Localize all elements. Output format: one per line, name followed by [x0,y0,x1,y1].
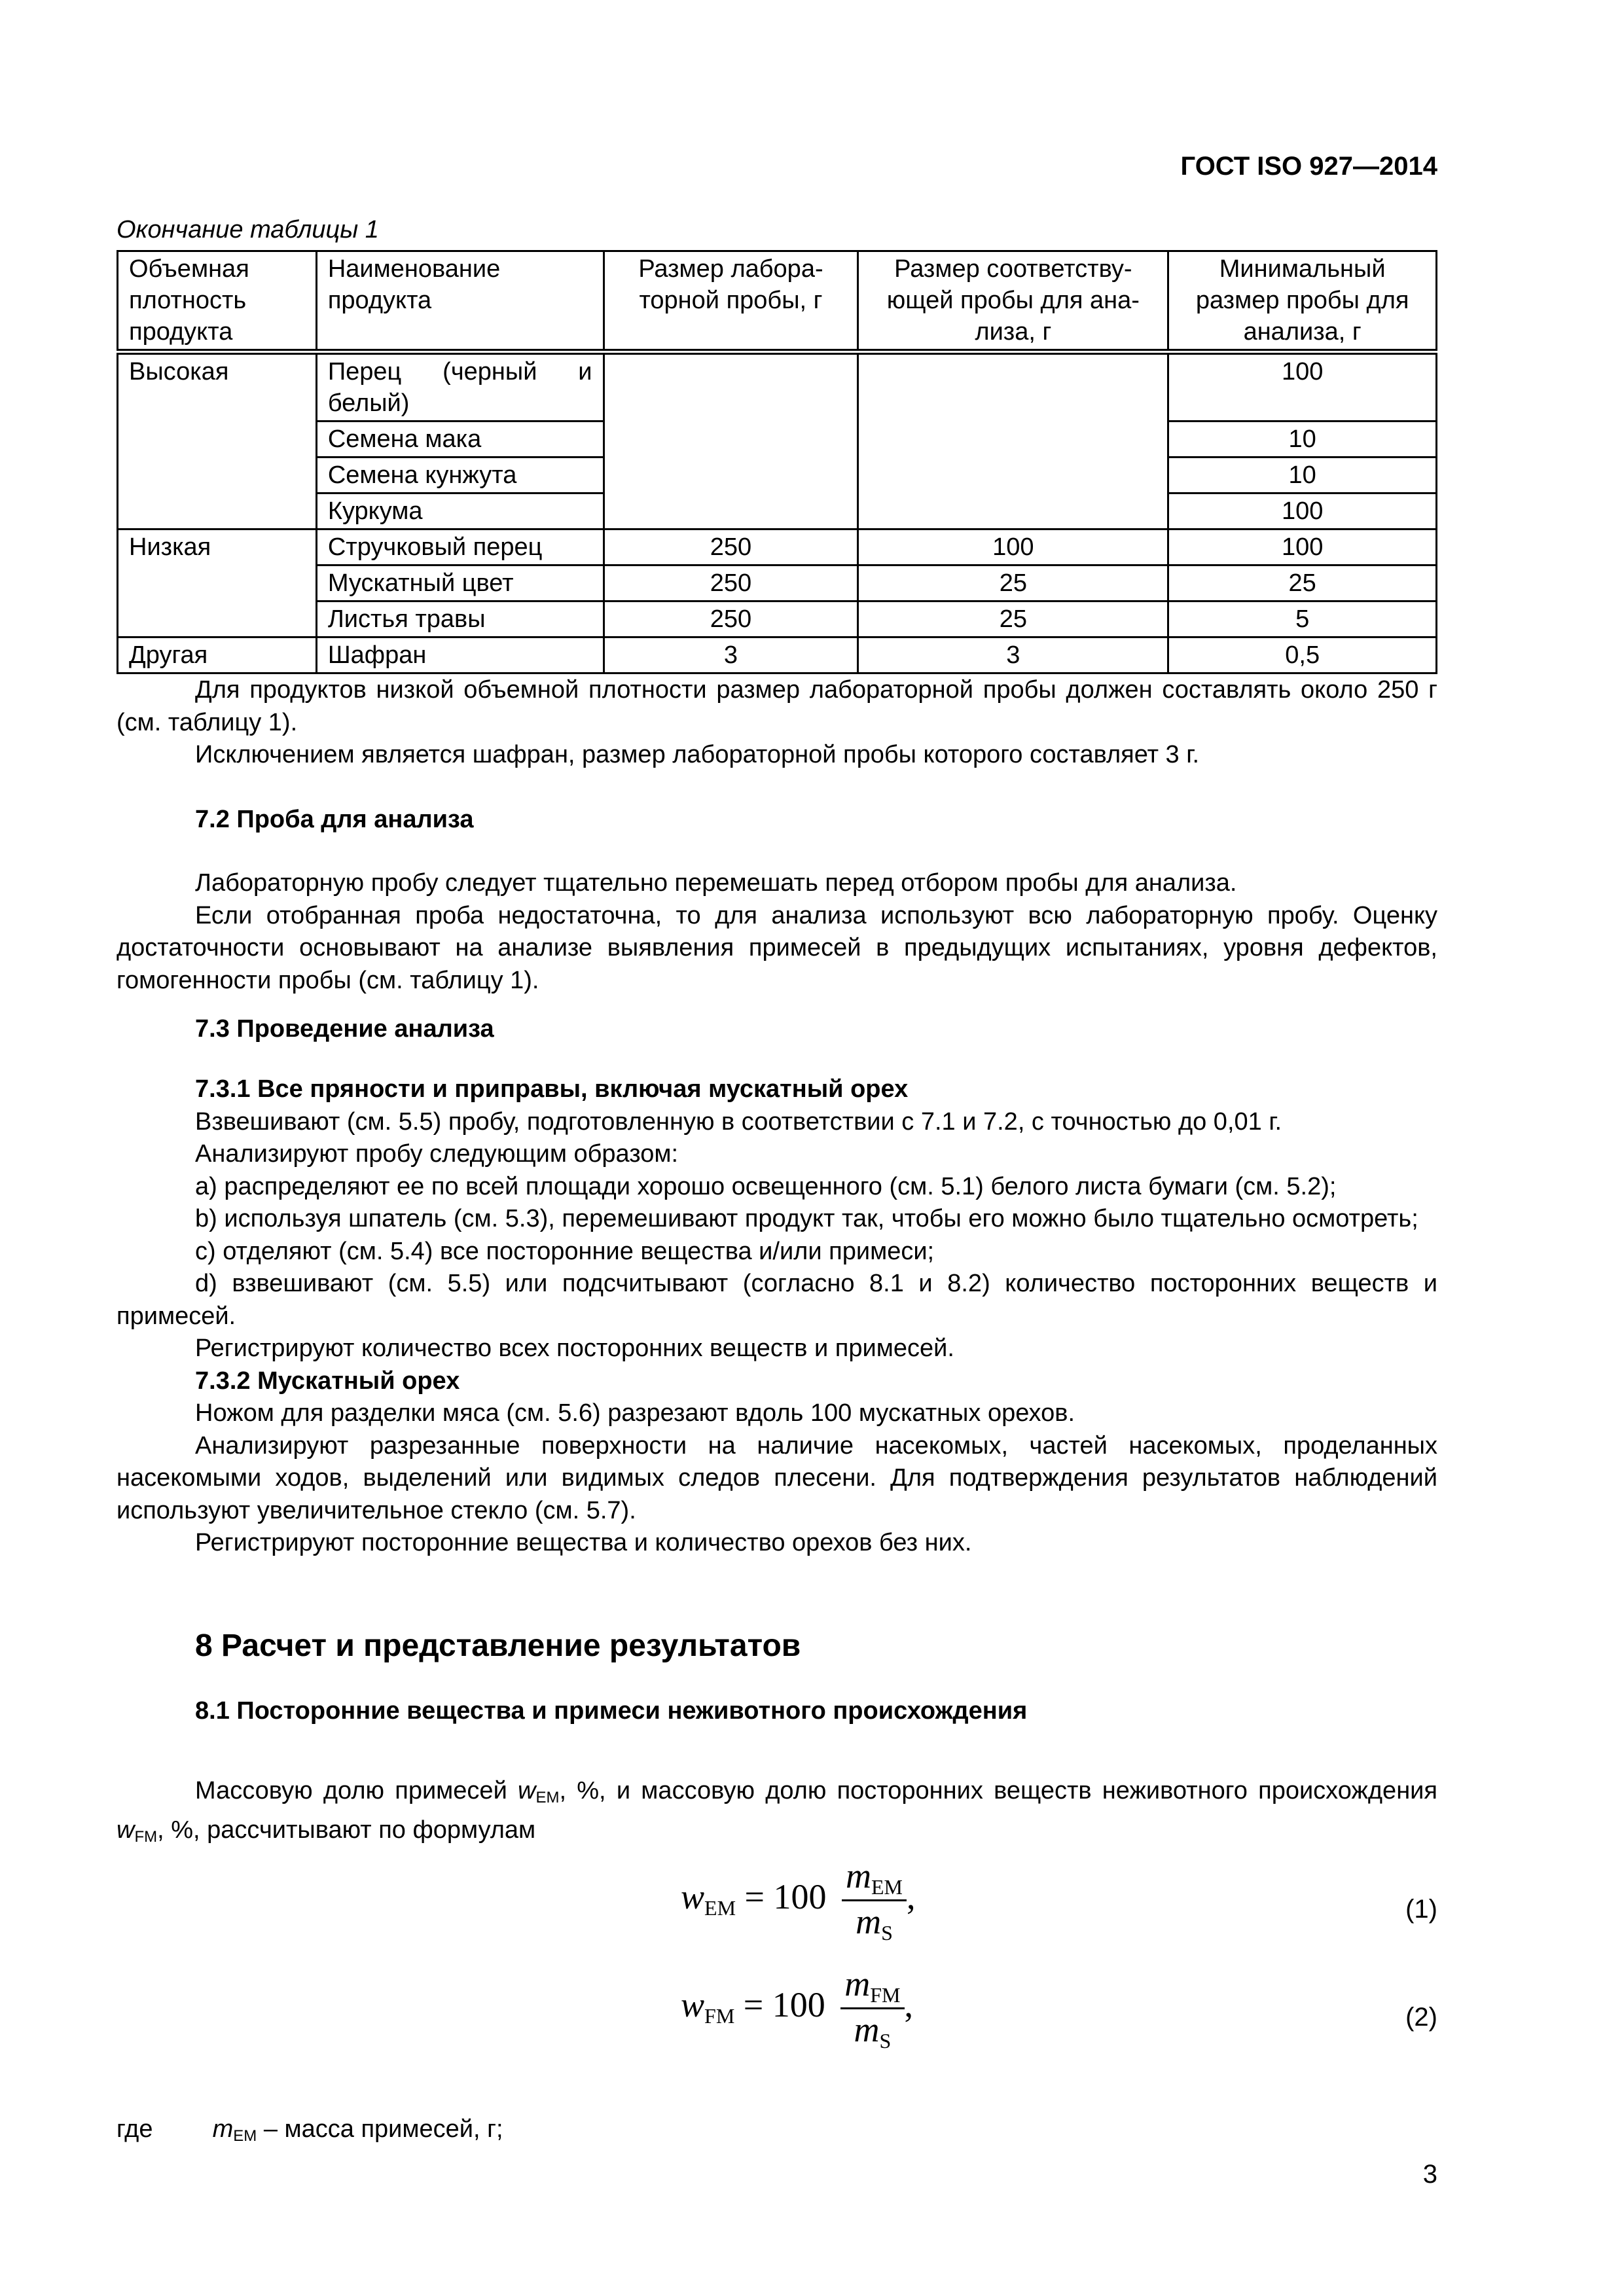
paragraph: Для продуктов низкой объемной плотности размер лабораторной пробы должен составлять около 250 г (см. таблицу 1). [117,676,1437,736]
paragraph: Регистрируют количество всех посторонних веществ и примесей. [195,1335,954,1362]
paragraph [117,1775,1437,1853]
formula-lhs: w [681,1876,705,1916]
equation-number-2: (2) [1405,2003,1437,2032]
section-7-2 [117,804,1437,836]
section-7-2-body [117,867,1437,997]
lab-sample-cell: 3 [604,637,858,673]
list-item-c: c) отделяют (см. 5.4) все посторонние вещества и/или примеси; [195,1237,935,1265]
formula-tail: , [907,1876,916,1916]
table-row [118,352,1437,422]
section-7-3-1 [117,1073,1437,1560]
density-cell: Низкая [118,529,317,637]
product-cell: Семена кунжута [316,457,604,493]
lab-sample-cell: 250 [604,601,858,637]
column-header-density: Объемная плотность продукта [118,251,317,352]
lab-sample-cell: 250 [604,529,858,565]
paragraph: Лабораторную пробу следует тщательно перемешать перед отбором пробы для анализа. [195,869,1237,897]
min-sample-cell: 0,5 [1168,637,1437,673]
paragraph: Ножом для разделки мяса (см. 5.6) разрезают вдоль 100 мускатных орехов. [195,1399,1075,1427]
formula-var: m [846,1856,871,1895]
product-cell: Куркума [316,493,604,529]
test-sample-cell: 3 [858,637,1168,673]
section-heading: 7.2 Проба для анализа [195,806,474,833]
denominator [840,2009,904,2053]
text-run: Массовую долю примесей [195,1777,518,1804]
product-cell: Шафран [316,637,604,673]
formula-subscript: EM [871,1875,903,1899]
lab-sample-cell [604,352,858,529]
page-number: 3 [1422,2160,1437,2189]
paragraph: Исключением является шафран, размер лабораторной пробы которого составляет 3 г. [195,741,1200,768]
variable: m [212,2115,234,2143]
density-cell: Высокая [118,352,317,529]
min-sample-cell: 100 [1168,529,1437,565]
product-cell: Семена мака [316,422,604,457]
test-sample-cell [858,352,1168,529]
paragraph: Анализируют пробу следующим образом: [195,1140,679,1168]
fraction [842,1856,907,1945]
paragraph: Анализируют разрезанные поверхности на наличие насекомых, частей насекомых, проделанных насекомыми ходов, выделений или видимых следов плесени. Для подтверждения результатов наблюдений используют увеличительное стекло (см. 5.7). [117,1431,1437,1524]
formula-var: m [854,2010,880,2049]
column-header-min-sample: Минимальный размер пробы для анализа, г [1168,251,1437,352]
formula-2 [681,1964,913,2053]
list-item-d: d) взвешивают (см. 5.5) или подсчитывают (согласно 8.1 и 8.2) количество посторонних веществ и примесей. [117,1270,1437,1330]
test-sample-cell: 100 [858,529,1168,565]
product-cell: Перец (черный и белый) [316,352,604,422]
min-sample-cell: 10 [1168,422,1437,457]
section-8-1 [117,1695,1437,1728]
table-header-row [118,251,1437,352]
paragraph: Взвешивают (см. 5.5) пробу, подготовленную в соответствии с 7.1 и 7.2, с точностью до 0,01 г. [195,1107,1282,1136]
column-header-product: Наименование продукта [316,251,604,352]
min-sample-cell: 25 [1168,565,1437,601]
subsection-heading: 7.3.1 Все пряности и приправы, включая мускатный орех [195,1075,909,1103]
section-heading: 7.3 Проведение анализа [195,1015,494,1043]
min-sample-cell: 100 [1168,493,1437,529]
where-label: где [117,2115,153,2143]
definition-text: – масса примесей, г; [263,2115,503,2143]
table-row [118,637,1437,673]
formula-var: m [844,1964,871,2003]
subsection-heading: 7.3.2 Мускатный орех [195,1367,460,1395]
min-sample-cell: 10 [1168,457,1437,493]
table-caption: Окончание таблицы 1 [117,216,379,243]
subscript: EM [233,2127,257,2145]
formula-coefficient: = 100 [743,1984,825,2024]
test-sample-cell: 25 [858,601,1168,637]
denominator [842,1901,907,1945]
numerator [842,1856,907,1901]
product-cell: Мускатный цвет [316,565,604,601]
variable: w [518,1777,536,1804]
min-sample-cell: 100 [1168,352,1437,422]
table-row [118,529,1437,565]
formula-tail: , [904,1984,913,2024]
formula-subscript: FM [870,1983,901,2007]
formula-var: m [856,1902,882,1941]
list-item-b: b) используя шпатель (см. 5.3), перемешивают продукт так, чтобы его можно было тщательно осмотреть; [195,1205,1418,1232]
section-8 [117,1630,1437,1662]
paragraph: Регистрируют посторонние вещества и количество орехов без них. [195,1529,972,1556]
equation-number-1: (1) [1405,1895,1437,1924]
document-id-header: ГОСТ ISO 927—2014 [1180,152,1437,181]
samples-table [117,250,1437,674]
test-sample-cell: 25 [858,565,1168,601]
subscript: EM [535,1789,560,1806]
section-8-1-body [117,1775,1437,1853]
list-item-a: a) распределяют ее по всей площади хорошо освещенного (см. 5.1) белого листа бумаги (см. 5.2); [195,1172,1337,1200]
formula-subscript: S [879,2029,892,2053]
product-cell: Стручковый перец [316,529,604,565]
formula-subscript: FM [704,2003,735,2028]
column-header-test-sample: Размер соответству-ющей пробы для ана-лиза, г [858,251,1168,352]
lab-sample-cell: 250 [604,565,858,601]
body-text-block-1 [117,674,1437,772]
where-clause [117,2115,503,2145]
text-run: , %, и массовую долю посторонних веществ неживотного происхождения [559,1777,1437,1804]
formula-coefficient: = 100 [744,1876,827,1916]
variable: w [117,1816,135,1844]
section-heading: 8.1 Посторонние вещества и примеси неживотного происхождения [195,1697,1028,1725]
numerator [840,1964,904,2009]
density-cell: Другая [118,637,317,673]
chapter-heading: 8 Расчет и представление результатов [195,1628,801,1663]
subscript: FM [134,1827,158,1846]
section-7-3 [117,1013,1437,1046]
formula-subscript: S [881,1921,893,1945]
formula-1 [681,1856,916,1945]
formula-subscript: EM [704,1895,736,1920]
text-run: , %, рассчитывают по формулам [157,1816,536,1844]
product-cell: Листья травы [316,601,604,637]
formula-lhs: w [681,1984,705,2024]
fraction [840,1964,904,2053]
min-sample-cell: 5 [1168,601,1437,637]
paragraph: Если отобранная проба недостаточна, то для анализа используют всю лабораторную пробу. Оценку достаточности основывают на анализе выявления примесей в предыдущих испытаниях, уровня дефектов, гомогенности пробы (см. таблицу 1). [117,901,1437,994]
column-header-lab-sample: Размер лабора-торной пробы, г [604,251,858,352]
